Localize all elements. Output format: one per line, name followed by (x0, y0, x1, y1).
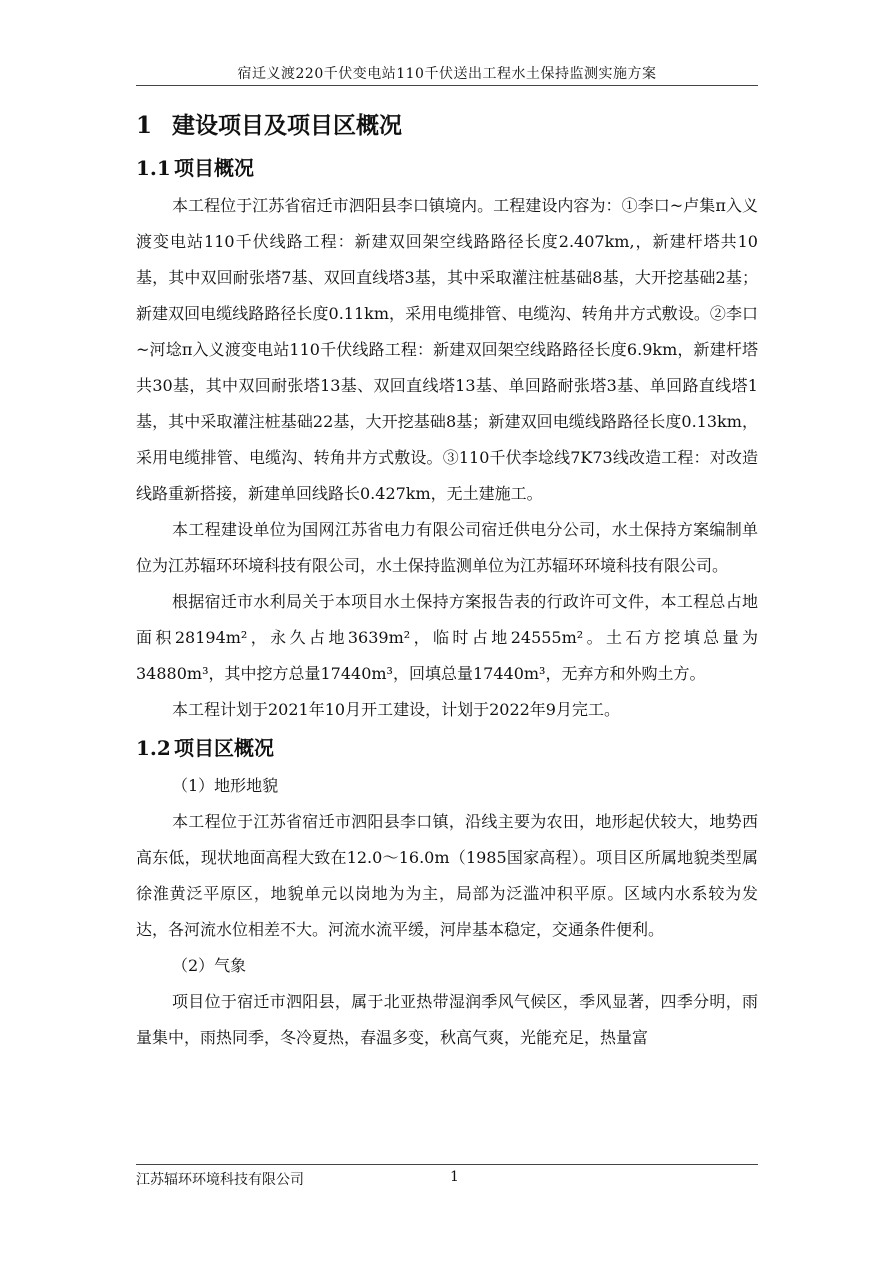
page-header: 宿迁义渡220千伏变电站110千伏送出工程水土保持监测实施方案 (237, 66, 657, 82)
section-1-heading (136, 104, 758, 148)
section-title: 建设项目及项目区概况 (172, 112, 402, 139)
page-footer (136, 1169, 758, 1189)
section-title: 项目区概况 (174, 736, 274, 760)
page-content (136, 104, 758, 1056)
section-title: 项目概况 (174, 156, 254, 180)
paragraph: 本工程计划于2021年10月开工建设，计划于2022年9月完工。 (172, 700, 620, 719)
subsection-label: （2）气象 (172, 956, 247, 975)
section-number: 1 (136, 112, 153, 139)
section-number: 1.2 (136, 736, 171, 760)
section-1-1-heading (136, 148, 758, 188)
paragraph: 项目位于宿迁市泗阳县，属于北亚热带湿润季风气候区，季风显著，四季分明，雨量集中，雨热同季，冬冷夏热，春温多变，秋高气爽，光能充足，热量富 (136, 992, 758, 1047)
paragraph: 本工程位于江苏省宿迁市泗阳县李口镇，沿线主要为农田，地形起伏较大，地势西高东低，现状地面高程大致在12.0～16.0m（1985国家高程）。项目区所属地貌类型属徐淮黄泛平原区，地貌单元以岗地为为主，局部为泛滥冲积平原。区域内水系较为发达，各河流水位相差不大。河流水流平缓，河岸基本稳定，交通条件便利。 (136, 812, 758, 939)
page-number: 1 (450, 1169, 459, 1185)
section-1-2-heading (136, 728, 758, 768)
header-divider (136, 85, 758, 86)
section-number: 1.1 (136, 156, 171, 180)
paragraph: 本工程建设单位为国网江苏省电力有限公司宿迁供电分公司，水土保持方案编制单位为江苏辐环环境科技有限公司，水土保持监测单位为江苏辐环环境科技有限公司。 (136, 520, 758, 575)
paragraph: 本工程位于江苏省宿迁市泗阳县李口镇境内。工程建设内容为：①李口~卢集π入义渡变电站110千伏线路工程：新建双回架空线路路径长度2.407km,，新建杆塔共10基，其中双回耐张塔7基、双回直线塔3基，其中采取灌注桩基础8基，大开挖基础2基；新建双回电缆线路路径长度0.11km，采用电缆排管、电缆沟、转角井方式敷设。②李口~河埝π入义渡变电站110千伏线路工程：新建双回架空线路路径长度6.9km，新建杆塔共30基，其中双回耐张塔13基、双回直线塔13基、单回路耐张塔3基、单回路直线塔1基，其中采取灌注桩基础22基，大开挖基础8基；新建双回电缆线路路径长度0.13km，采用电缆排管、电缆沟、转角井方式敷设。③110千伏李埝线7K73线改造工程：对改造线路重新搭接，新建单回线路长0.427km，无土建施工。 (136, 196, 758, 503)
footer-divider (136, 1164, 758, 1165)
subsection-label: （1）地形地貌 (172, 776, 279, 795)
footer-company: 江苏辐环环境科技有限公司 (136, 1172, 304, 1188)
paragraph: 根据宿迁市水利局关于本项目水土保持方案报告表的行政许可文件，本工程总占地面积28194m²，永久占地3639m²，临时占地24555m²。土石方挖填总量为34880m³，其中挖方总量17440m³，回填总量17440m³，无弃方和外购土方。 (136, 592, 758, 683)
